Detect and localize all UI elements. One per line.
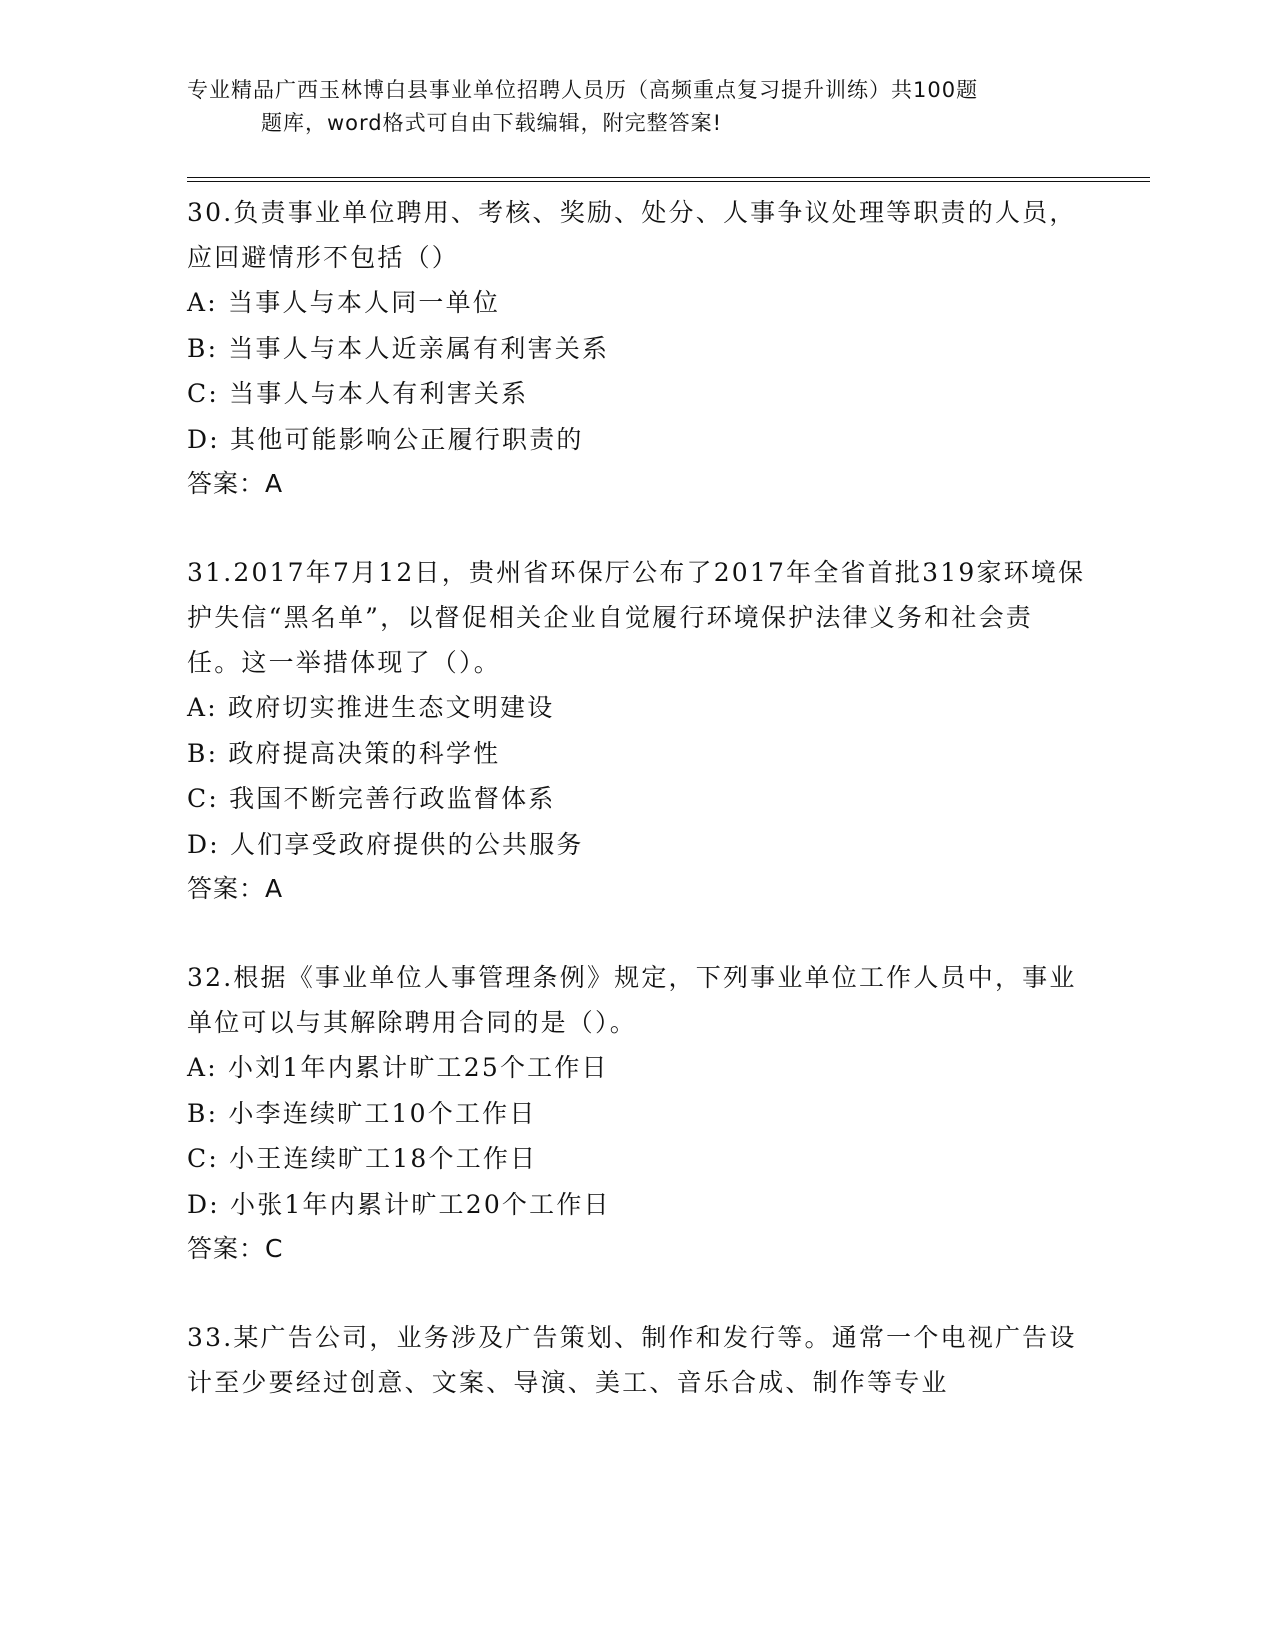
option-a: A: 当事人与本人同一单位 (187, 288, 501, 317)
header-divider-top (187, 177, 1150, 178)
question-text: 32.根据《事业单位人事管理条例》规定，下列事业单位工作人员中，事业单位可以与其解除聘用合同的是（）。 (187, 963, 1077, 1037)
option-c: C: 小王连续旷工18个工作日 (187, 1144, 538, 1173)
question-spacer (187, 506, 1087, 550)
question-30 (187, 190, 1087, 506)
option-c: C: 我国不断完善行政监督体系 (187, 784, 556, 813)
document-header (187, 74, 1087, 140)
header-title-line-2: 题库，word格式可自由下载编辑，附完整答案! (261, 111, 723, 135)
option-b: B: 小李连续旷工10个工作日 (187, 1098, 537, 1128)
answer-label: 答案：C (187, 1234, 284, 1263)
option-a: A: 小刘1年内累计旷工25个工作日 (187, 1053, 609, 1082)
option-a: A: 政府切实推进生态文明建设 (187, 693, 555, 722)
answer-label: 答案：A (187, 874, 284, 903)
question-text: 33.某广告公司，业务涉及广告策划、制作和发行等。通常一个电视广告设计至少要经过创意、文案、导演、美工、音乐合成、制作等专业 (187, 1323, 1077, 1397)
question-text: 30.负责事业单位聘用、考核、奖励、处分、人事争议处理等职责的人员，应回避情形不包括（） (187, 198, 1077, 272)
option-d: D: 人们享受政府提供的公共服务 (187, 829, 584, 859)
answer-label: 答案：A (187, 469, 284, 498)
question-text: 31.2017年7月12日，贵州省环保厅公布了2017年全省首批319家环境保护失信“黑名单”，以督促相关企业自觉履行环境保护法律义务和社会责任。这一举措体现了（）。 (187, 558, 1086, 677)
question-33 (187, 1315, 1087, 1405)
option-d: D: 其他可能影响公正履行职责的 (187, 424, 584, 454)
header-divider-bottom (187, 181, 1150, 182)
option-d: D: 小张1年内累计旷工20个工作日 (187, 1189, 611, 1219)
option-b: B: 政府提高决策的科学性 (187, 738, 501, 768)
question-spacer (187, 1271, 1087, 1315)
question-list (187, 190, 1087, 1405)
option-b: B: 当事人与本人近亲属有利害关系 (187, 333, 610, 363)
option-c: C: 当事人与本人有利害关系 (187, 379, 529, 408)
question-31 (187, 550, 1087, 911)
header-title-line-1: 专业精品广西玉林博白县事业单位招聘人员历（高频重点复习提升训练）共100题 (187, 78, 979, 102)
question-spacer (187, 911, 1087, 955)
question-32 (187, 955, 1087, 1271)
